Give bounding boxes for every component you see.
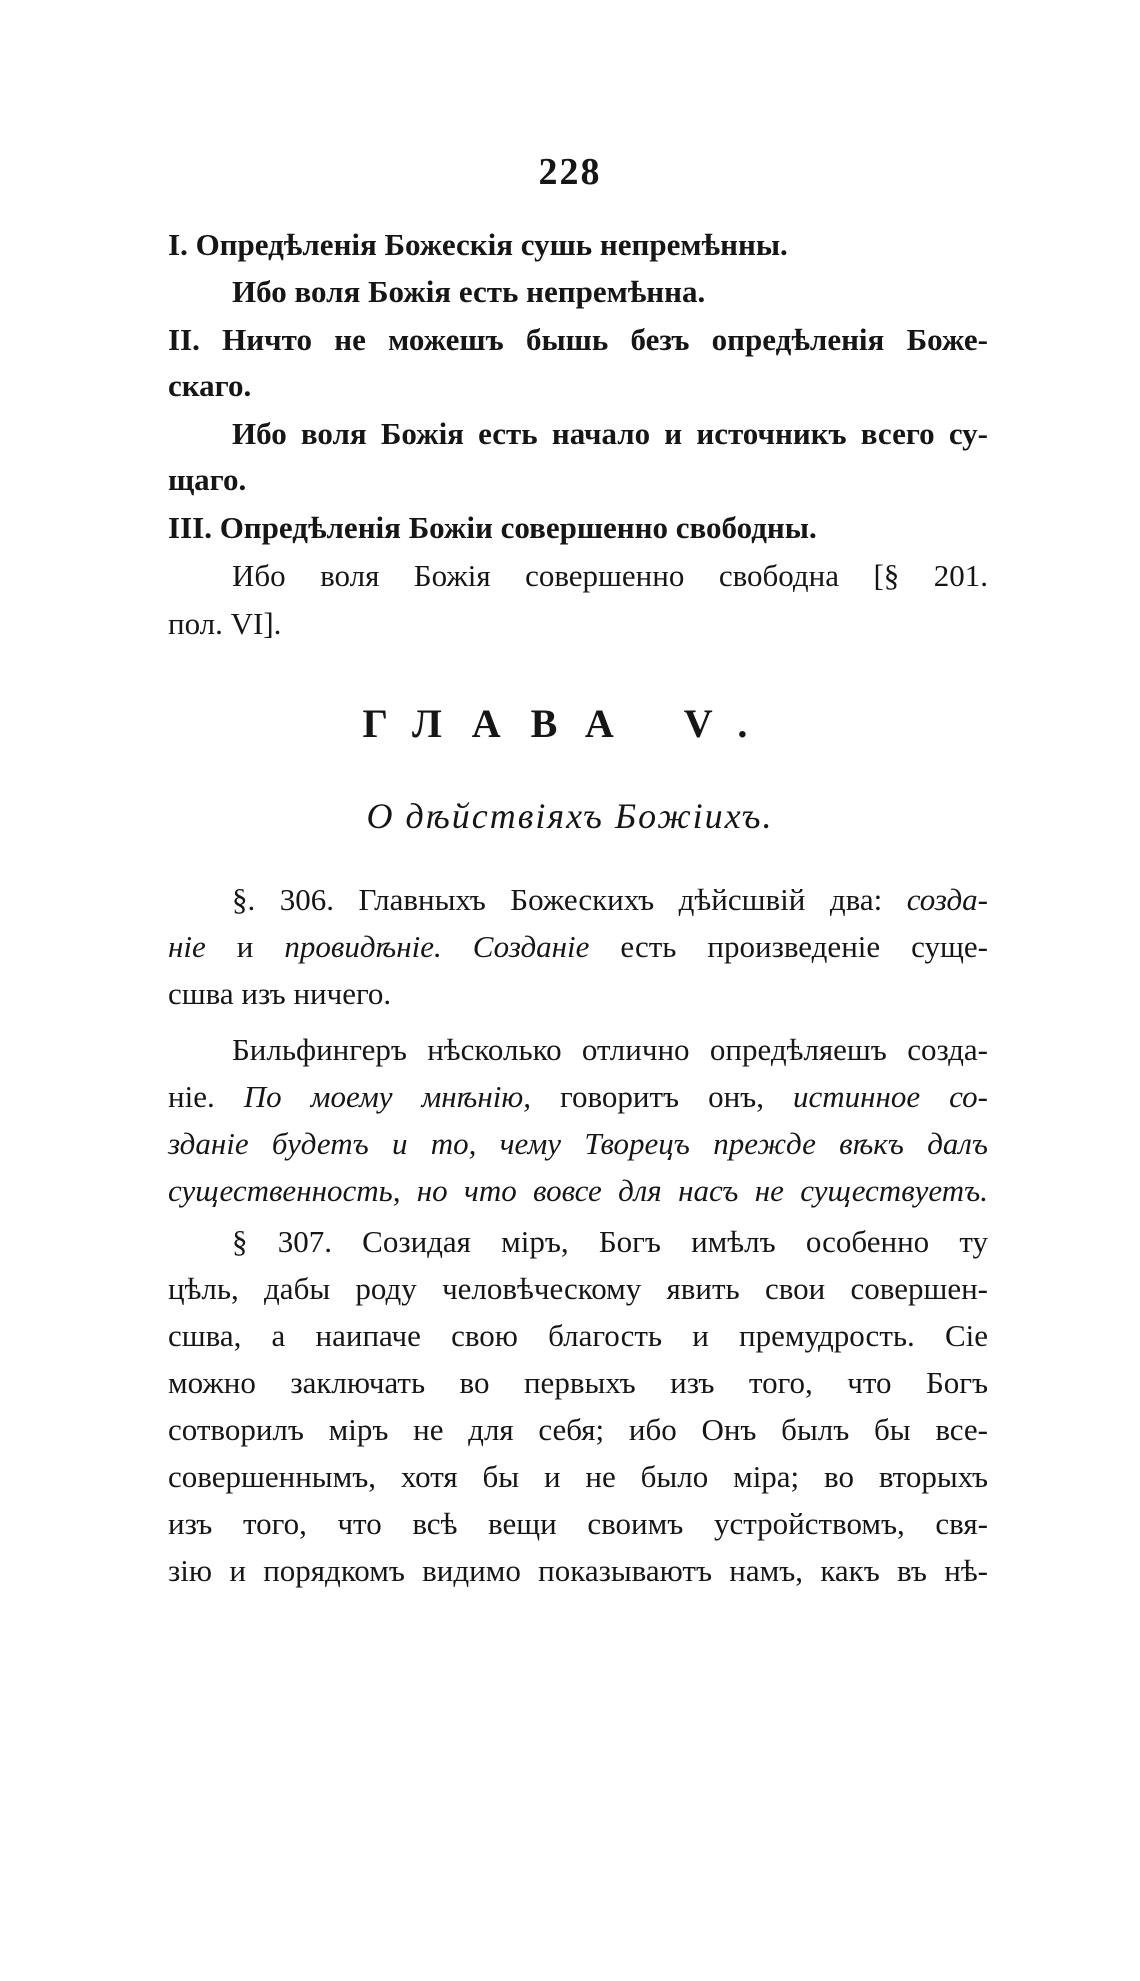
text-line: щаго.	[168, 462, 247, 497]
text-line: сшва, а наипаче свою благость и премудрость. Сіе	[168, 1318, 988, 1353]
text-span: и	[205, 929, 285, 964]
italic-span: истинное со-	[792, 1079, 988, 1114]
text-line: цѣль, дабы роду человѣческому явить свои совершен-	[168, 1271, 988, 1306]
text-line	[168, 1124, 988, 1164]
italic-span: Созданіе	[472, 929, 590, 964]
text-line: Ибо воля Божія есть начало и источникъ всего су-	[232, 416, 988, 451]
text-line	[168, 1171, 988, 1211]
text-line: II. Ничто не можешъ бышь безъ опредѣленія Боже-	[168, 322, 988, 357]
text-line	[168, 927, 988, 967]
italic-span: созда-	[906, 882, 988, 917]
text-line: сотворилъ міръ не для себя; ибо Онъ былъ бы все-	[168, 1412, 988, 1447]
chapter-subtitle: О дѣйствіяхъ Божіихъ.	[366, 796, 774, 836]
text-line: можно заключать во первыхъ изъ того, что Богъ	[168, 1365, 988, 1400]
text-line	[232, 1030, 988, 1070]
italic-span: По моему мнѣнію,	[243, 1079, 531, 1114]
text-line: Ибо воля Божія совершенно свободна [§ 201.	[232, 558, 988, 593]
text-line: совершеннымъ, хотя бы и не было міра; во вторыхъ	[168, 1459, 988, 1494]
text-span: §. 306. Главныхъ Божескихъ дѣйсшвій два:	[232, 882, 907, 917]
text-line	[168, 1077, 988, 1117]
italic-span: зданіе будетъ и то, чему Творецъ прежде вѣкъ далъ	[168, 1126, 988, 1161]
text-line: изъ того, что всѣ вещи своимъ устройствомъ, свя-	[168, 1506, 988, 1541]
text-line	[232, 880, 988, 920]
chapter-title: ГЛАВА V.	[362, 701, 778, 746]
text-span: Бильфингеръ нѣсколько отлично опредѣляешъ созда-	[232, 1032, 988, 1067]
text-span: говоритъ онъ,	[530, 1079, 793, 1114]
italic-span: существенность, но что вовсе для насъ не существуетъ.	[168, 1173, 988, 1208]
text-span	[442, 929, 473, 964]
text-span: сшва изъ ничего.	[168, 976, 392, 1011]
text-line	[168, 974, 391, 1014]
text-span: ніе.	[168, 1079, 244, 1114]
text-line: скаго.	[168, 368, 252, 403]
italic-span: ніе	[168, 929, 206, 964]
page-number: 228	[538, 151, 602, 193]
italic-span: провидѣніе.	[284, 929, 442, 964]
text-line: § 307. Созидая міръ, Богъ имѣлъ особенно ту	[232, 1224, 988, 1259]
text-line: I. Опредѣленія Божескія сушь непремѣнны.	[168, 227, 788, 262]
text-line: Ибо воля Божія есть непремѣнна.	[232, 274, 706, 309]
text-line: пол. VI].	[168, 606, 282, 641]
text-line: III. Опредѣленія Божіи совершенно свободны.	[168, 510, 817, 545]
text-line: зію и порядкомъ видимо показываютъ намъ, какъ въ нѣ-	[168, 1553, 988, 1588]
text-span: есть произведеніе суще-	[589, 929, 988, 964]
